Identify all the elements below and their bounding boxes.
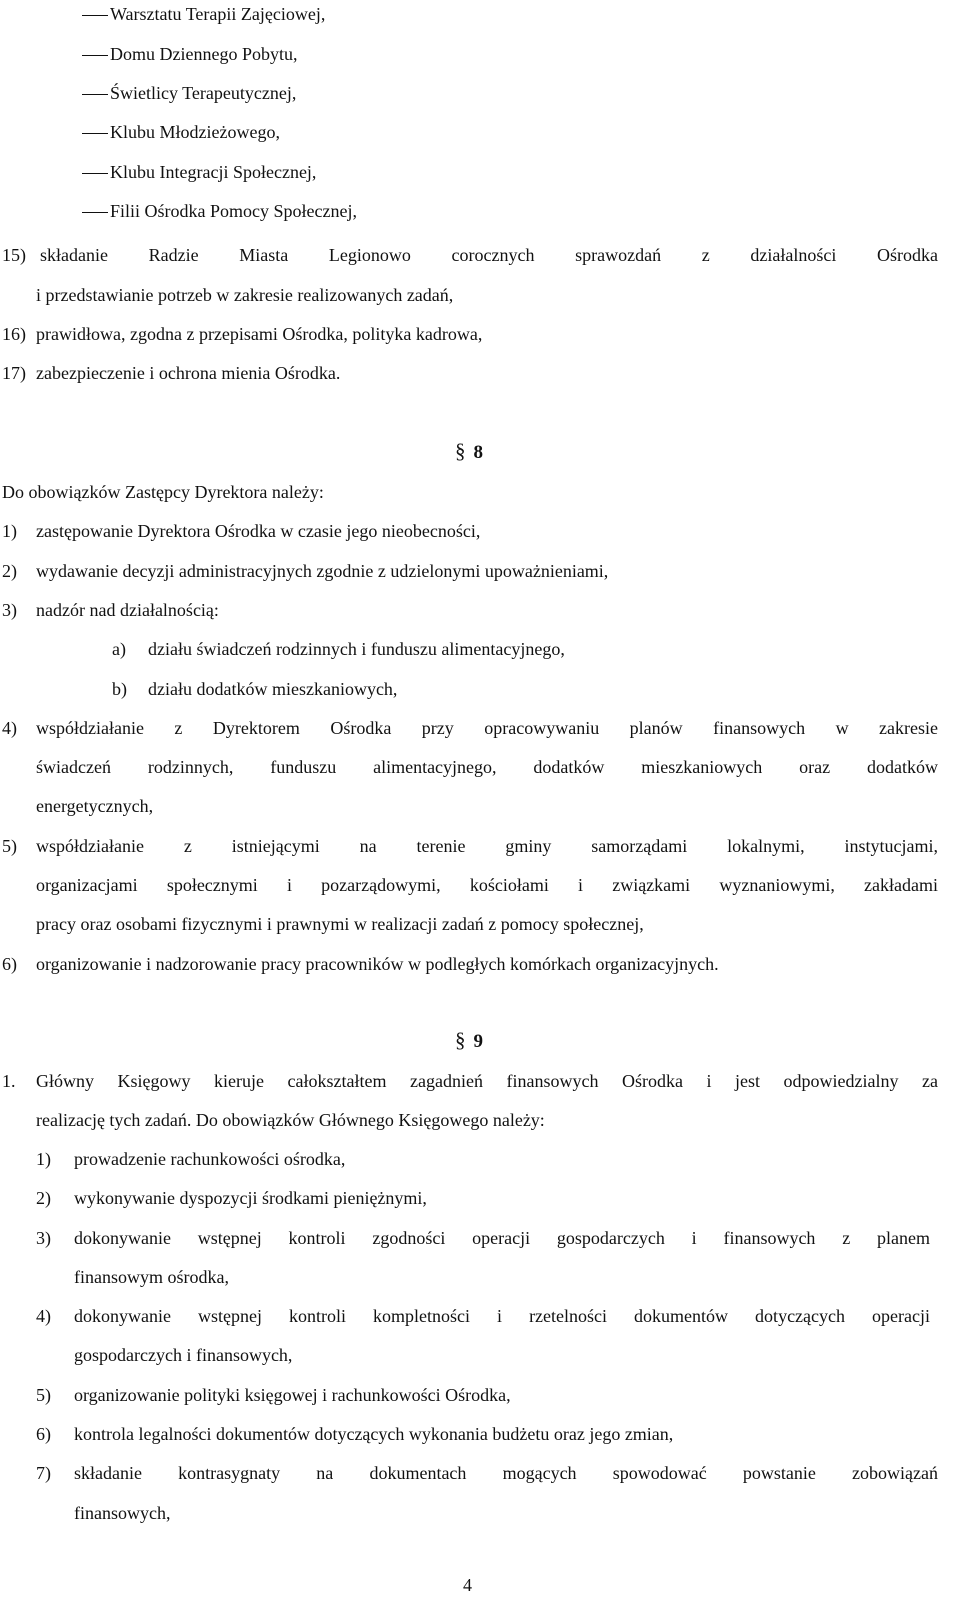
item-number: 4)	[2, 718, 17, 738]
item-text: finansowym ośrodka,	[74, 1267, 229, 1287]
paragraph-number: 1.	[2, 1071, 16, 1091]
item-text: zabezpieczenie i ochrona mienia Ośrodka.	[36, 363, 341, 383]
item-text: kontrola legalności dokumentów dotyczących wykonania budżetu oraz jego zmian,	[74, 1424, 674, 1444]
dash-item: Klubu Młodzieżowego,	[110, 122, 280, 142]
dash-item: Filii Ośrodka Pomocy Społecznej,	[110, 201, 357, 221]
section-heading-8	[455, 440, 483, 464]
subitem-text: działu świadczeń rodzinnych i funduszu alimentacyjnego,	[148, 639, 565, 659]
item-text: gospodarczych i finansowych,	[74, 1345, 293, 1365]
item-text: dokonywanie wstępnej kontroli zgodności operacji gospodarczych i finansowych z planem	[74, 1228, 930, 1248]
page-number: 4	[463, 1575, 472, 1595]
item-text: organizowanie polityki księgowej i rachunkowości Ośrodka,	[74, 1385, 511, 1405]
dash-item: Domu Dziennego Pobytu,	[110, 44, 298, 64]
item-number: 16)	[2, 324, 26, 344]
item-number: 1)	[36, 1149, 51, 1169]
paragraph-sign-icon: §	[455, 439, 466, 463]
item-text: energetycznych,	[36, 796, 154, 816]
item-number: 5)	[2, 836, 17, 856]
item-number: 1)	[2, 521, 17, 541]
paragraph-text: realizację tych zadań. Do obowiązków Głównego Księgowego należy:	[36, 1110, 545, 1130]
paragraph-sign-icon: §	[455, 1028, 466, 1052]
item-number: 15)	[2, 245, 26, 265]
item-text: organizacjami społecznymi i pozarządowymi, kościołami i związkami wyznaniowymi, zakładami	[36, 875, 938, 895]
item-text: i przedstawianie potrzeb w zakresie realizowanych zadań,	[36, 285, 454, 305]
item-text: składanie Radzie Miasta Legionowo corocznych sprawozdań z działalności Ośrodka	[40, 245, 938, 265]
item-text: świadczeń rodzinnych, funduszu alimentacyjnego, dodatków mieszkaniowych oraz dodatków	[36, 757, 938, 777]
item-text: finansowych,	[74, 1503, 171, 1523]
item-text: składanie kontrasygnaty na dokumentach mogących spowodować powstanie zobowiązań	[74, 1463, 938, 1483]
dash-bullet-icon	[82, 15, 108, 16]
dash-bullet-icon	[82, 212, 108, 213]
dash-bullet-icon	[82, 94, 108, 95]
subitem-letter: a)	[112, 639, 126, 659]
item-text: wydawanie decyzji administracyjnych zgodnie z udzielonymi upoważnieniami,	[36, 561, 609, 581]
item-number: 5)	[36, 1385, 51, 1405]
subitem-text: działu dodatków mieszkaniowych,	[148, 679, 398, 699]
item-text: prawidłowa, zgodna z przepisami Ośrodka, polityka kadrowa,	[36, 324, 483, 344]
dash-item: Klubu Integracji Społecznej,	[110, 162, 317, 182]
item-number: 2)	[2, 561, 17, 581]
section-heading-9	[455, 1029, 483, 1053]
item-number: 4)	[36, 1306, 51, 1326]
item-text: nadzór nad działalnością:	[36, 600, 219, 620]
item-text: dokonywanie wstępnej kontroli kompletności i rzetelności dokumentów dotyczących operacji	[74, 1306, 930, 1326]
section-intro: Do obowiązków Zastępcy Dyrektora należy:	[2, 482, 324, 502]
dash-bullet-icon	[82, 133, 108, 134]
subitem-letter: b)	[112, 679, 127, 699]
item-number: 2)	[36, 1188, 51, 1208]
item-text: pracy oraz osobami fizycznymi i prawnymi w realizacji zadań z pomocy społecznej,	[36, 914, 644, 934]
section-number: 8	[473, 442, 483, 463]
item-text: współdziałanie z Dyrektorem Ośrodka przy opracowywaniu planów finansowych w zakresie	[36, 718, 938, 738]
paragraph-text: Główny Księgowy kieruje całokształtem zagadnień finansowych Ośrodka i jest odpowiedzialny za	[36, 1071, 938, 1091]
item-number: 6)	[2, 954, 17, 974]
item-number: 6)	[36, 1424, 51, 1444]
section-number: 9	[473, 1031, 483, 1052]
item-text: prowadzenie rachunkowości ośrodka,	[74, 1149, 346, 1169]
item-number: 17)	[2, 363, 26, 383]
item-text: wykonywanie dyspozycji środkami pieniężnymi,	[74, 1188, 427, 1208]
dash-bullet-icon	[82, 173, 108, 174]
item-text: organizowanie i nadzorowanie pracy pracowników w podległych komórkach organizacyjnych.	[36, 954, 719, 974]
dash-bullet-icon	[82, 55, 108, 56]
dash-item: Świetlicy Terapeutycznej,	[110, 83, 297, 103]
item-number: 3)	[36, 1228, 51, 1248]
item-text: współdziałanie z istniejącymi na terenie gminy samorządami lokalnymi, instytucjami,	[36, 836, 938, 856]
item-text: zastępowanie Dyrektora Ośrodka w czasie jego nieobecności,	[36, 521, 481, 541]
dash-item: Warsztatu Terapii Zajęciowej,	[110, 4, 326, 24]
item-number: 7)	[36, 1463, 51, 1483]
item-number: 3)	[2, 600, 17, 620]
